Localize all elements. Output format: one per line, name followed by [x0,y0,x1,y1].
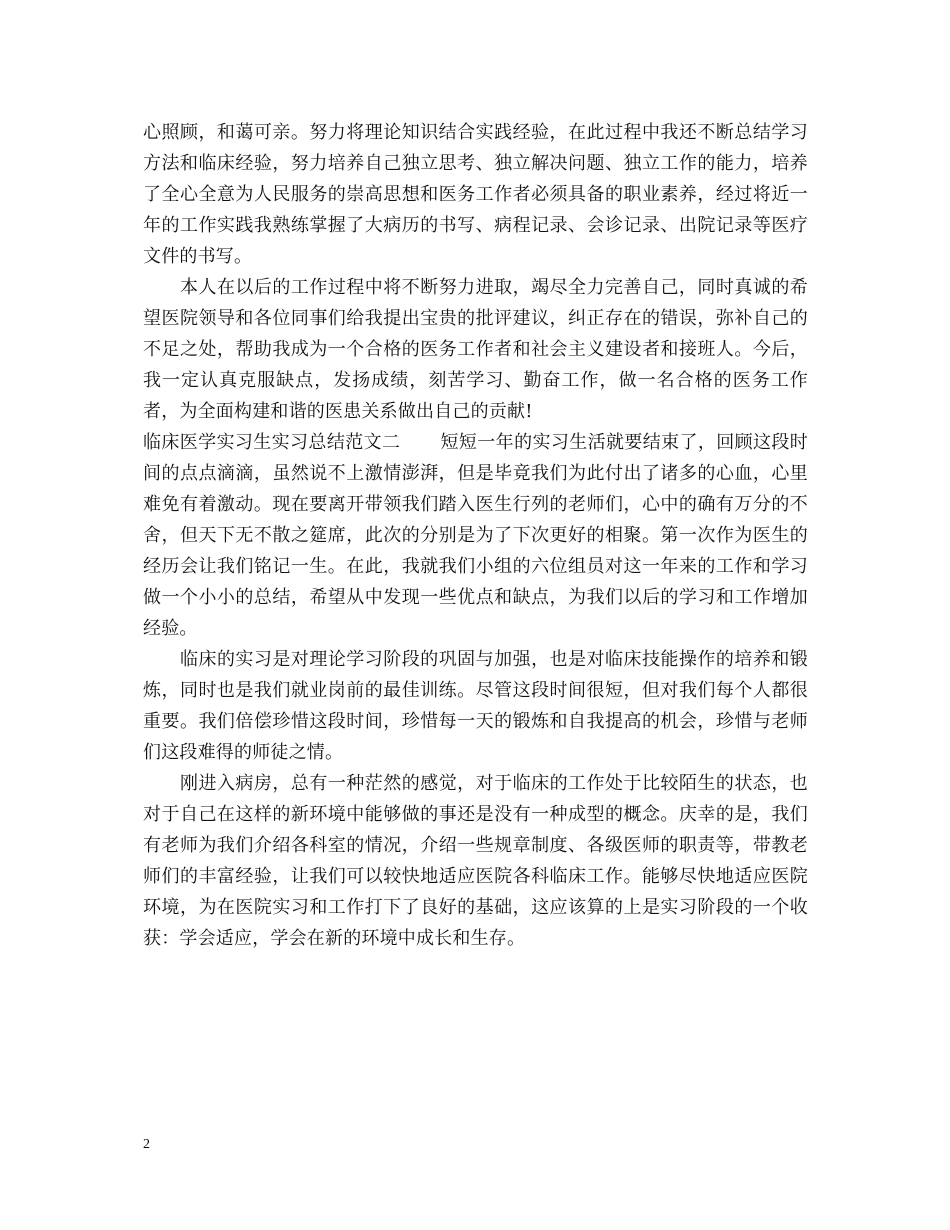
paragraph-5: 刚进入病房，总有一种茫然的感觉，对于临床的工作处于比较陌生的状态，也对于自己在这样的新环境中能够做的事还是没有一种成型的概念。庆幸的是，我们有老师为我们介绍各科室的情况，介绍一些规章制度、各级医师的职责等，带教老师们的丰富经验，让我们可以较快地适应医院各科临床工作。能够尽快地适应医院环境，为在医院实习和工作打下了良好的基础，这应该算的上是实习阶段的一个收获：学会适应，学会在新的环境中成长和生存。 [143,773,808,949]
section-title: 临床医学实习生实习总结范文二 [143,432,401,453]
paragraph-4: 临床的实习是对理论学习阶段的巩固与加强，也是对临床技能操作的培养和锻炼，同时也是我们就业岗前的最佳训练。尽管这段时间很短，但对我们每个人都很重要。我们倍偿珍惜这段时间，珍惜每一天的锻炼和自我提高的机会，珍惜与老师们这段难得的师徒之情。 [143,649,808,763]
section-paragraph [143,427,808,644]
paragraph-2: 本人在以后的工作过程中将不断努力进取，竭尽全力完善自己，同时真诚的希望医院领导和各位同事们给我提出宝贵的批评建议，纠正存在的错误，弥补自己的不足之处，帮助我成为一个合格的医务工作者和社会主义建设者和接班人。今后，我一定认真克服缺点，发扬成绩，刻苦学习、勤奋工作，做一名合格的医务工作者，为全面构建和谐的医患关系做出自己的贡献! [143,277,808,422]
section-intro-text: 短短一年的实习生活就要结束了，回顾这段时间的点点滴滴，虽然说不上激情澎湃，但是毕竟我们为此付出了诸多的心血，心里难免有着激动。现在要离开带领我们踏入医生行列的老师们，心中的确有万分的不舍，但天下无不散之筵席，此次的分别是为了下次更好的相聚。第一次作为医生的经历会让我们铭记一生。在此，我就我们小组的六位组员对这一年来的工作和学习做一个小小的总结，希望从中发现一些优点和缺点，为我们以后的学习和工作增加经验。 [143,432,808,639]
document-body [143,117,808,954]
paragraph-1: 心照顾，和蔼可亲。努力将理论知识结合实践经验，在此过程中我还不断总结学习方法和临床经验，努力培养自己独立思考、独立解决问题、独立工作的能力，培养了全心全意为人民服务的崇高思想和医务工作者必须具备的职业素养，经过将近一年的工作实践我熟练掌握了大病历的书写、病程记录、会诊记录、出院记录等医疗文件的书写。 [143,122,808,267]
page-number: 2 [143,1137,150,1152]
